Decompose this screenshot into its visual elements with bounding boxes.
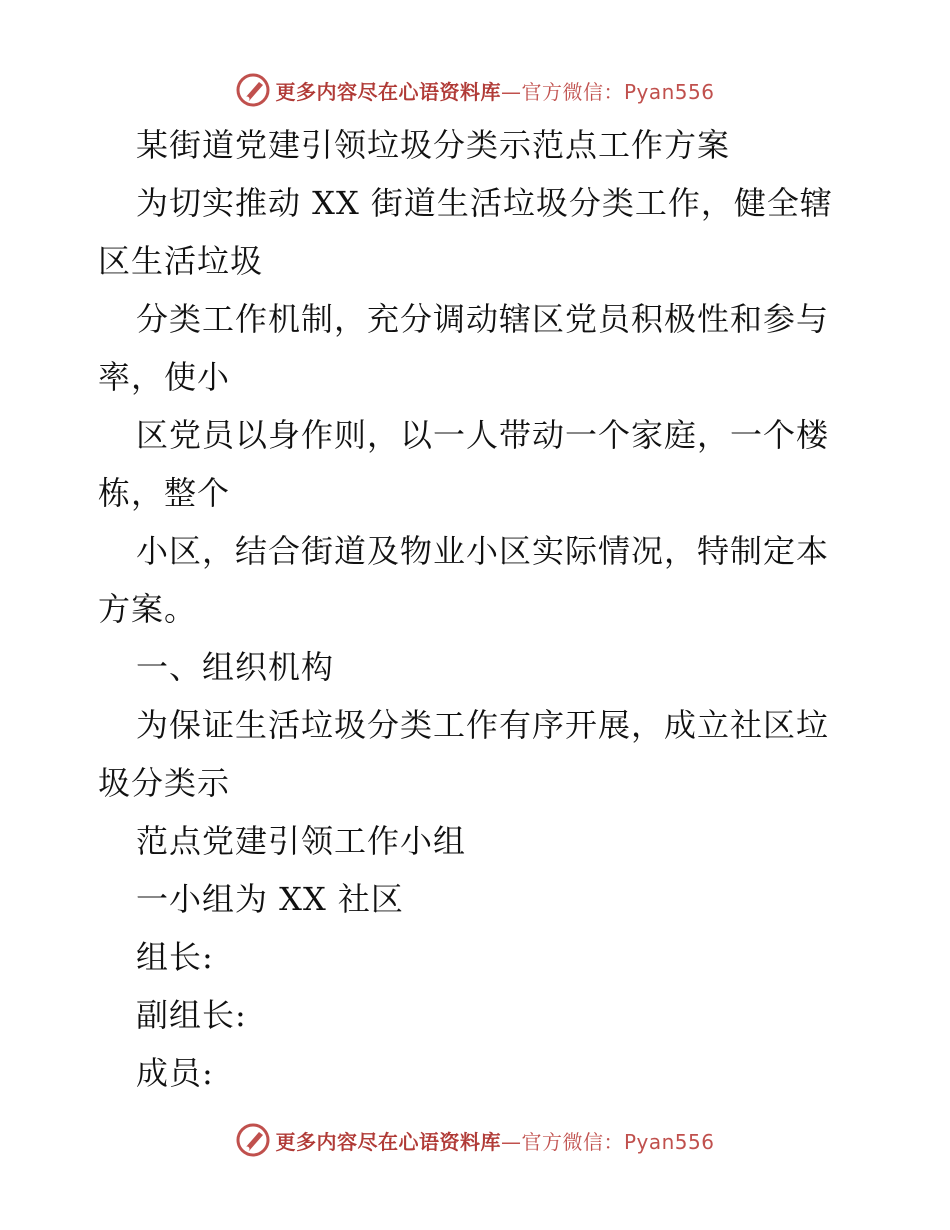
watermark-header bbox=[0, 70, 950, 110]
paragraph-line: 栋，整个 bbox=[98, 474, 231, 512]
paragraph-line: 为保证生活垃圾分类工作有序开展，成立社区垃 bbox=[136, 706, 830, 744]
pen-logo-icon bbox=[235, 1122, 271, 1158]
paragraph-line: 圾分类示 bbox=[98, 764, 231, 802]
paragraph-line: 为切实推动 XX 街道生活垃圾分类工作，健全辖 bbox=[136, 184, 833, 222]
paragraph-line: 范点党建引领工作小组 bbox=[136, 822, 467, 860]
watermark-text: 更多内容尽在心语资料库—官方微信：Pyan556 bbox=[275, 79, 715, 104]
paragraph-line: 率，使小 bbox=[98, 358, 231, 396]
field-deputy-leader: 副组长: bbox=[136, 996, 247, 1034]
paragraph-line: 小区，结合街道及物业小区实际情况，特制定本 bbox=[136, 532, 830, 570]
pen-logo-icon bbox=[235, 72, 271, 108]
paragraph-line: 区生活垃圾 bbox=[98, 242, 264, 280]
document-body bbox=[98, 116, 858, 1102]
paragraph-line: 方案。 bbox=[98, 590, 198, 628]
watermark-footer bbox=[0, 1120, 950, 1160]
section-heading: 一、组织机构 bbox=[136, 648, 335, 686]
document-title: 某街道党建引领垃圾分类示范点工作方案 bbox=[136, 126, 731, 164]
watermark-text: 更多内容尽在心语资料库—官方微信：Pyan556 bbox=[275, 1129, 715, 1154]
paragraph-line: 区党员以身作则，以一人带动一个家庭，一个楼 bbox=[136, 416, 830, 454]
field-members: 成员: bbox=[136, 1054, 214, 1092]
paragraph-line: 一小组为 XX 社区 bbox=[136, 880, 404, 918]
field-leader: 组长: bbox=[136, 938, 214, 976]
paragraph-line: 分类工作机制，充分调动辖区党员积极性和参与 bbox=[136, 300, 830, 338]
